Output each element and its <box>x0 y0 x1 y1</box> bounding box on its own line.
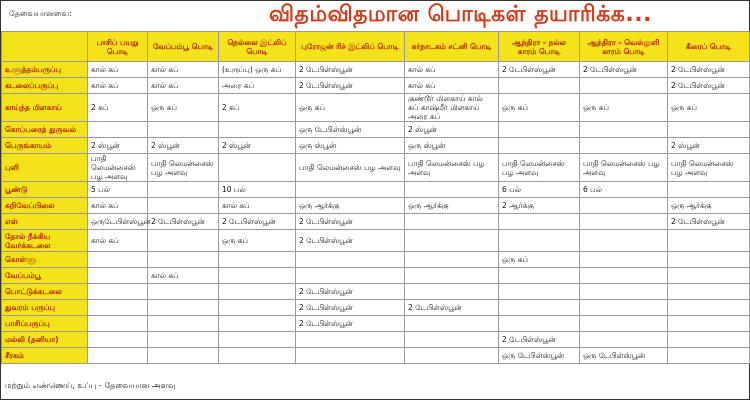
ingredient-name: எள் <box>2 214 88 230</box>
table-row <box>2 154 750 182</box>
quantity-cell <box>668 300 750 316</box>
quantity-cell <box>580 78 668 94</box>
quantity-cell <box>580 300 668 316</box>
quantity-cell <box>580 198 668 214</box>
quantity-cell <box>88 252 148 268</box>
quantity-cell: பாதி லெமன்சைஸ் பழ அளவு <box>580 154 668 182</box>
quantity-cell: அரை கப் <box>219 78 296 94</box>
quantity-cell: கால் கப் <box>88 230 148 252</box>
quantity-cell: ஒரு ஆர்க்கு <box>668 198 750 214</box>
quantity-cell <box>296 268 405 284</box>
ingredient-name: பெருங்காயம் <box>2 138 88 154</box>
quantity-cell: 6 பல் <box>580 182 668 198</box>
quantity-cell: 2 டேபிள்ஸ்பூன் <box>296 316 405 332</box>
quantity-cell: 2 டேபிள்ஸ்பூன் <box>668 62 750 78</box>
table-row <box>2 78 750 94</box>
quantity-cell <box>499 78 580 94</box>
ingredient-name: பொட்டுக்கடலை <box>2 284 88 300</box>
quantity-cell: 2 கப் <box>219 94 296 122</box>
quantity-cell: ஒரு கப் <box>499 252 580 268</box>
quantity-cell <box>668 332 750 348</box>
quantity-cell <box>668 182 750 198</box>
quantity-cell <box>219 348 296 364</box>
quantity-cell: பாதி லெமன்சைஸ் பழ அளவு <box>88 154 148 182</box>
quantity-cell <box>148 122 219 138</box>
quantity-cell: பாதி லெமன்சைஸ் பழ அளவு <box>296 154 405 182</box>
quantity-cell: 2 டேபிள்ஸ்பூன் <box>219 214 296 230</box>
quantity-cell <box>580 268 668 284</box>
quantity-cell: கால் கப் <box>88 62 148 78</box>
ingredient-name: கடலைப்பருப்பு <box>2 78 88 94</box>
quantity-cell: ஒரு கப் <box>296 94 405 122</box>
ingredient-name: கொப்பரைத் துருவல் <box>2 122 88 138</box>
quantity-cell: (உருப்பு) ஒரு கப் <box>219 62 296 78</box>
quantity-cell: 2 டேபிள்ஸ்பூன் <box>296 62 405 78</box>
quantity-cell: 2 ஸ்பூன் <box>668 138 750 154</box>
quantity-cell <box>580 252 668 268</box>
quantity-cell: 2 டேபிள்ஸ்பூன் <box>296 78 405 94</box>
table-row <box>2 62 750 78</box>
quantity-cell <box>668 268 750 284</box>
quantity-cell: கால் கப் <box>88 78 148 94</box>
quantity-cell <box>580 284 668 300</box>
ingredient-name: பூண்டு <box>2 182 88 198</box>
quantity-cell <box>405 252 499 268</box>
quantity-cell <box>88 316 148 332</box>
quantity-cell <box>405 332 499 348</box>
table-row <box>2 332 750 348</box>
header-bar <box>1 1 749 31</box>
quantity-cell <box>580 138 668 154</box>
table-row <box>2 252 750 268</box>
quantity-cell: ஒரு ஆர்க்கு <box>405 198 499 214</box>
quantity-cell <box>88 122 148 138</box>
quantity-cell <box>219 316 296 332</box>
ingredient-name: பாசிப்பருப்பு <box>2 316 88 332</box>
quantity-cell <box>219 284 296 300</box>
quantity-cell <box>405 214 499 230</box>
quantity-cell <box>499 284 580 300</box>
quantity-cell: 2 ஸ்பூன் <box>88 138 148 154</box>
quantity-cell <box>219 252 296 268</box>
quantity-cell: 2 டேபிள்ஸ்பூன் <box>499 62 580 78</box>
ingredient-name: தோல் நீக்கிய வேர்க்கடலை <box>2 230 88 252</box>
table-row <box>2 348 750 364</box>
quantity-cell: கால் கப் <box>148 62 219 78</box>
quantity-cell: ஒரு கப் <box>148 94 219 122</box>
quantity-cell <box>148 300 219 316</box>
quantity-cell <box>580 230 668 252</box>
quantity-cell <box>405 268 499 284</box>
quantity-cell: 2 ஸ்பூன் <box>219 138 296 154</box>
quantity-cell <box>499 122 580 138</box>
page-title: விதம்விதமான பொடிகள் தயாரிக்க... <box>269 2 652 27</box>
quantity-cell <box>148 182 219 198</box>
quantity-cell <box>296 348 405 364</box>
quantity-cell <box>88 268 148 284</box>
quantity-cell <box>668 348 750 364</box>
quantity-cell: 2 கப் <box>88 94 148 122</box>
quantity-cell: 2 டேபிள்ஸ்பூன் <box>499 332 580 348</box>
quantity-cell <box>88 300 148 316</box>
quantity-cell <box>219 300 296 316</box>
table-row <box>2 138 750 154</box>
quantity-cell <box>405 230 499 252</box>
quantity-cell <box>580 332 668 348</box>
table-row <box>2 268 750 284</box>
quantity-cell: ஒரு ஸ்பூன் <box>296 138 405 154</box>
quantity-cell: கால் கப் <box>405 62 499 78</box>
header-cell: கீரைப் பொடி <box>668 32 750 62</box>
quantity-cell <box>296 332 405 348</box>
quantity-cell: 10 பல் <box>219 182 296 198</box>
quantity-cell: கால் கப் <box>405 78 499 94</box>
ingredient-name: உளுத்தம்பருப்பு <box>2 62 88 78</box>
quantity-cell <box>405 284 499 300</box>
quantity-cell <box>296 252 405 268</box>
header-cell: பாசிப் பயறு பொடி <box>88 32 148 62</box>
header-cell: ஆந்திரா - வெல்லுளி காரம் பொடி <box>580 32 668 62</box>
quantity-cell <box>296 182 405 198</box>
quantity-cell <box>499 230 580 252</box>
quantity-cell: 2 டேபிள்ஸ்பூன் <box>580 62 668 78</box>
quantity-cell: 2 ஸ்பூன் <box>405 122 499 138</box>
quantity-cell: கால் கப் <box>148 78 219 94</box>
quantity-cell <box>148 348 219 364</box>
quantity-cell <box>668 122 750 138</box>
quantity-cell <box>148 252 219 268</box>
quantity-cell: ஒரு டேபிள்ஸ்பூன் <box>580 348 668 364</box>
quantity-cell <box>499 214 580 230</box>
header-cell-ingredient <box>2 32 88 62</box>
header-cell: கர்நாடகம் சட்னி பொடி <box>405 32 499 62</box>
ingredients-label: தேவையானவை: <box>9 9 72 18</box>
quantity-cell <box>405 316 499 332</box>
quantity-cell <box>88 284 148 300</box>
quantity-cell: கால் கப் <box>148 268 219 284</box>
quantity-cell <box>88 348 148 364</box>
quantity-cell: ஒரு டேபிள்ஸ்பூன் <box>499 348 580 364</box>
ingredient-name: கொள்ளு <box>2 252 88 268</box>
quantity-cell <box>219 332 296 348</box>
quantity-cell <box>219 154 296 182</box>
quantity-cell <box>148 230 219 252</box>
table-row <box>2 122 750 138</box>
quantity-cell: 2 டேபிள்ஸ்பூன் <box>668 214 750 230</box>
quantity-cell: ஒரு கப் <box>219 230 296 252</box>
ingredient-name: மல்லி (தனியா) <box>2 332 88 348</box>
quantity-cell: ஒரு கப் <box>668 94 750 122</box>
header-cell: ஆந்திரா - நல்ல காரம் பொடி <box>499 32 580 62</box>
quantity-cell: பாதி லெமன்சைஸ் பழ அளவு <box>148 154 219 182</box>
ingredient-name: கறிவேப்பிலை <box>2 198 88 214</box>
ingredient-name: சீரகம் <box>2 348 88 364</box>
quantity-cell <box>405 182 499 198</box>
header-cell: புரோஜன் ரிச் இட்லிப் பொடி <box>296 32 405 62</box>
quantity-cell: ஒரு ஆர்க்கு <box>296 198 405 214</box>
quantity-cell: 2 டேபிள்ஸ்பூன் <box>148 214 219 230</box>
quantity-cell <box>580 316 668 332</box>
quantity-cell <box>499 138 580 154</box>
quantity-cell <box>148 198 219 214</box>
ingredients-table <box>1 31 750 364</box>
quantity-cell: குண்டூர் மிளகாய் கால் கப் காஷ்மீர் மிளகாய் அரை கப் <box>405 94 499 122</box>
quantity-cell: 2 ஆர்க்கு <box>499 198 580 214</box>
quantity-cell: 6 பல் <box>499 182 580 198</box>
quantity-cell: 2 ஸ்பூன் <box>148 138 219 154</box>
quantity-cell <box>668 316 750 332</box>
table-row <box>2 230 750 252</box>
quantity-cell <box>499 300 580 316</box>
quantity-cell: பாதி லெமன்சைஸ் பழ அளவு <box>405 154 499 182</box>
quantity-cell <box>148 332 219 348</box>
quantity-cell <box>405 348 499 364</box>
table-row <box>2 316 750 332</box>
table-header-row <box>2 32 750 62</box>
header-cell: நெல்லை இட்லிப் பொடி <box>219 32 296 62</box>
quantity-cell <box>499 268 580 284</box>
quantity-cell: 2 டேபிள்ஸ்பூன் <box>296 284 405 300</box>
table-row <box>2 94 750 122</box>
ingredient-name: துவரம் பருப்பு <box>2 300 88 316</box>
quantity-cell: ஒரு கப் <box>580 94 668 122</box>
quantity-cell: 2 டேபிள்ஸ்பூன் <box>668 78 750 94</box>
table-row <box>2 214 750 230</box>
quantity-cell: 2 டேபிள்ஸ்பூன் <box>296 214 405 230</box>
quantity-cell <box>219 122 296 138</box>
quantity-cell <box>219 268 296 284</box>
quantity-cell <box>668 252 750 268</box>
quantity-cell: ஒரு டேபிள்ஸ்பூன் <box>296 122 405 138</box>
quantity-cell <box>580 122 668 138</box>
quantity-cell: 2 டேபிள்ஸ்பூன் <box>405 300 499 316</box>
quantity-cell <box>88 332 148 348</box>
quantity-cell: 2 டேபிள்ஸ்பூன் <box>296 300 405 316</box>
ingredient-name: காய்ந்த மிளகாய் <box>2 94 88 122</box>
quantity-cell: பாதி லெமன்சைஸ் பழ அளவு <box>668 154 750 182</box>
quantity-cell <box>148 316 219 332</box>
footer-note: மற்றும் எண்ணெய், உப்பு - தேவையான அளவு <box>5 381 176 390</box>
quantity-cell: ஒரு கப் <box>499 94 580 122</box>
table-row <box>2 198 750 214</box>
table-row <box>2 300 750 316</box>
quantity-cell: கால் கப் <box>88 198 148 214</box>
quantity-cell: 2 டேபிள்ஸ்பூன் <box>296 230 405 252</box>
header-cell: வேப்பம்பூ பொடி <box>148 32 219 62</box>
table-row <box>2 284 750 300</box>
quantity-cell: கால் கப் <box>219 198 296 214</box>
quantity-cell <box>668 230 750 252</box>
quantity-cell: ஒரு ஸ்பூன் <box>405 138 499 154</box>
quantity-cell: பாதி லெமன்சைஸ் பழ அளவு <box>499 154 580 182</box>
ingredient-name: வேப்பம்பூ <box>2 268 88 284</box>
quantity-cell <box>668 284 750 300</box>
ingredient-name: புளி <box>2 154 88 182</box>
quantity-cell: ஒருடேபிள்ஸ்பூன் <box>88 214 148 230</box>
quantity-cell <box>499 316 580 332</box>
table-row <box>2 182 750 198</box>
quantity-cell: 5 பல் <box>88 182 148 198</box>
quantity-cell <box>148 284 219 300</box>
quantity-cell <box>580 214 668 230</box>
